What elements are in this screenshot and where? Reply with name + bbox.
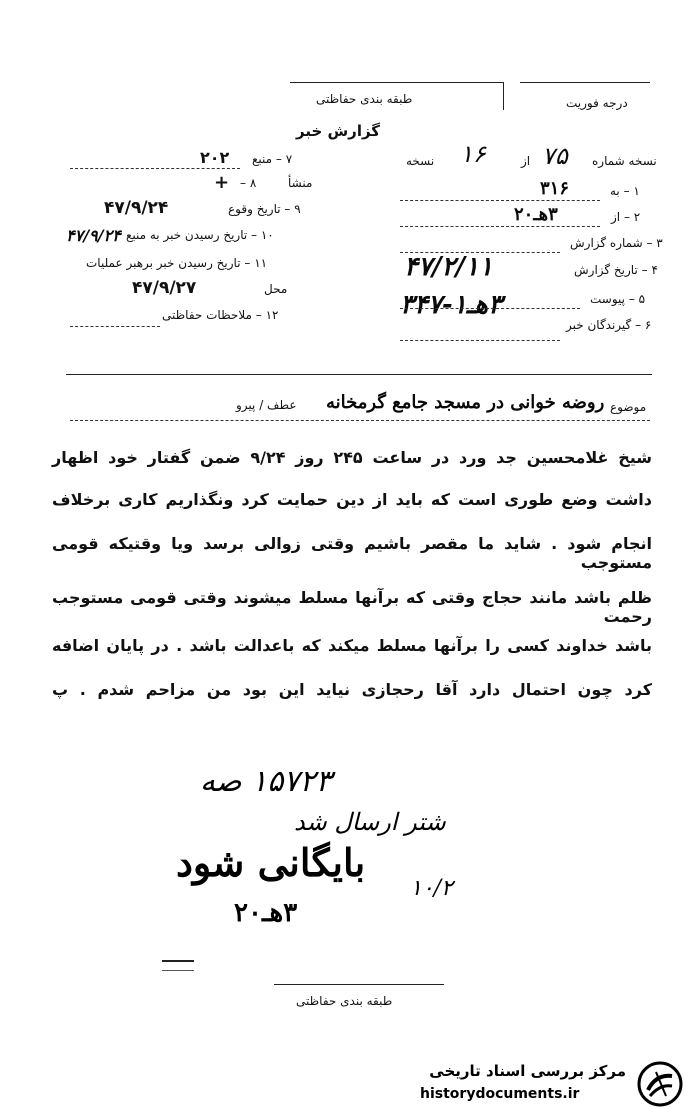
field-location-label: محل — [264, 282, 288, 296]
classification-bottom: طبقه بندی حفاظتی — [296, 994, 393, 1008]
field-origin-label: منشأ — [288, 176, 313, 190]
subject-label: موضوع — [610, 400, 647, 414]
copy-label: نسخه — [406, 154, 435, 168]
field-operations-arrival-label: ۱۱ – تاریخ رسیدن خبر برهبر عملیات — [86, 256, 268, 270]
left-rule-1 — [70, 168, 240, 169]
field-from-value: ۳هـ۲۰ — [514, 204, 558, 225]
watermark-site: historydocuments.ir — [420, 1086, 580, 1102]
field-attachment-label: ۵ – پیوست — [590, 292, 646, 306]
field-source-label: ۷ – منبع — [252, 152, 293, 166]
body-line-1: شیخ غلامحسین جد ورد در ساعت ۲۴۵ روز ۹/۲۴ ضمن گفتار خود اظهار — [52, 448, 652, 467]
archive-watermark — [414, 1058, 690, 1112]
footer-rule — [274, 984, 444, 985]
field-source-value: ۲۰۲ — [200, 148, 230, 167]
watermark-title: مرکز بررسی اسناد تاریخی — [429, 1062, 626, 1080]
field-rule-1 — [400, 200, 600, 201]
note-unit: ۳هـ۲۰ — [234, 898, 298, 928]
note-number: ۱۵۷۲۳ صه — [200, 764, 332, 799]
field-rule-3 — [400, 252, 560, 253]
note-archive: بایگانی شود — [176, 840, 366, 885]
field-rule-2 — [400, 226, 600, 227]
field-from-label: ۲ – از — [611, 210, 641, 224]
scribble-mark — [162, 960, 194, 971]
field-occurrence-date-value: ۴۷/۹/۲۴ — [104, 198, 169, 218]
note-date: ۱۰/۲ — [410, 876, 453, 901]
field-source-arrival-value: ۴۷/۹/۲۴ — [66, 226, 121, 245]
field-occurrence-date-label: ۹ – تاریخ وقوع — [228, 202, 301, 216]
body-line-6: کرد چون احتمال دارد آقا رحجازی نیاید این بود من مزاحم شدم . پ — [52, 680, 652, 699]
field-to-value: ۳۱۶ — [540, 178, 570, 199]
field-rule-4 — [400, 308, 580, 309]
copy-number-label: نسخه شماره — [592, 154, 657, 168]
reference-label: عطف / پیرو — [236, 398, 297, 412]
subject-value: روضه خوانی در مسجد جامع گرمخانه — [326, 392, 605, 413]
field-report-date-value: ۴۷/۲/۱۱ — [404, 252, 493, 282]
archive-logo-icon — [636, 1060, 684, 1108]
field-report-date-label: ۴ – تاریخ گزارش — [574, 263, 658, 277]
body-line-3: انجام شود . شاید ما مقصر باشیم وقتی زوالی برسد ویا وقتیکه قومی مستوجب — [52, 534, 652, 572]
field-security-notes-label: ۱۲ – ملاحظات حفاظتی — [162, 308, 279, 322]
field-to-label: ۱ – به — [610, 184, 640, 198]
field-source-arrival-label: ۱۰ – تاریخ رسیدن خبر به منبع — [126, 228, 274, 242]
copy-total-value: ۱۶ — [460, 140, 486, 168]
subject-rule — [70, 420, 650, 421]
header-separator — [66, 374, 652, 375]
field-recipients-value: ۳هـ۱-۳۴۷ — [400, 290, 502, 320]
classification-top: طبقه بندی حفاظتی — [316, 92, 413, 106]
field-rule-5 — [400, 340, 560, 341]
field-recipients-label: ۶ – گیرندگان خبر — [566, 318, 652, 332]
header-rule — [290, 82, 504, 83]
left-rule-2 — [70, 326, 160, 327]
field-origin-value: + — [214, 172, 230, 193]
field-origin-number: ۸ – — [240, 176, 257, 190]
note-sent: شتر ارسال شد — [294, 808, 446, 836]
body-line-2: داشت وضع طوری است که باید از دین حمایت کرد ونگذاریم کاری برخلاف — [52, 490, 652, 509]
field-location-value: ۴۷/۹/۲۷ — [132, 278, 197, 298]
urgency-rule — [520, 82, 650, 83]
body-line-4: ظلم باشد مانند حجاج وقتی که برآنها مسلط میشوند وقتی قومی مستوجب رحمت — [52, 588, 652, 626]
field-report-number-label: ۳ – شماره گزارش — [570, 236, 663, 250]
copy-of-label: از — [521, 154, 531, 168]
report-title: گزارش خبر — [296, 122, 381, 140]
copy-number-value: ۷۵ — [542, 142, 568, 170]
header-divider — [503, 82, 504, 110]
urgency-label: درجه فوریت — [566, 96, 628, 110]
body-line-5: باشد خداوند کسی را برآنها مسلط میکند که باعدالت باشد . در پایان اضافه — [52, 636, 652, 655]
